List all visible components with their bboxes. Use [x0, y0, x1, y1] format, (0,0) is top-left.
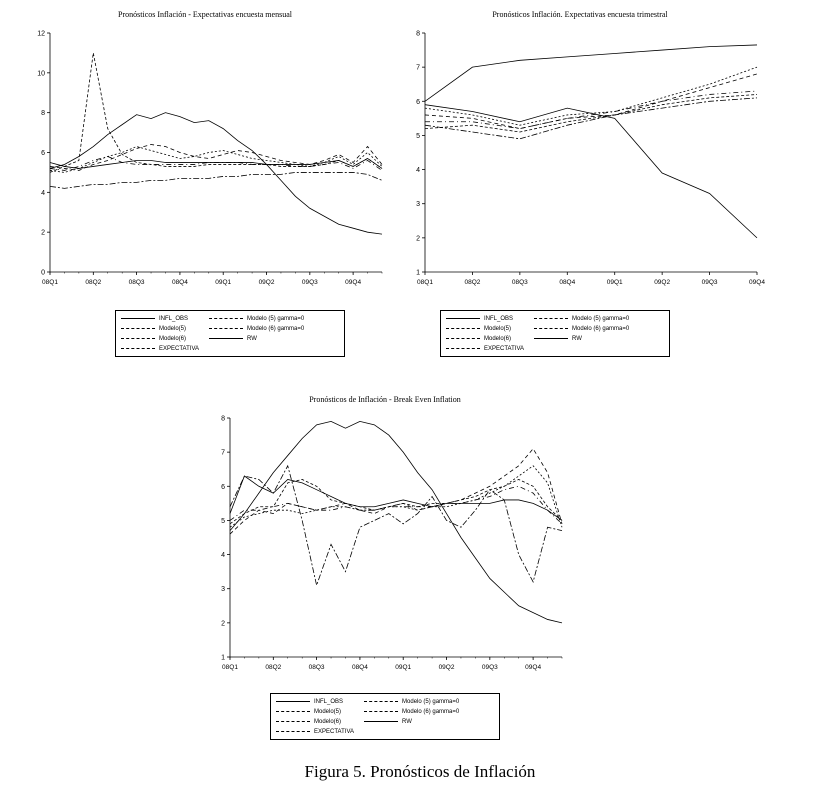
plot-area-monthly: [20, 25, 390, 300]
series-line: [425, 105, 757, 238]
legend-item: [209, 334, 304, 343]
svg-text:2: 2: [221, 620, 225, 628]
series-line: [50, 147, 382, 173]
legend-label: INFL_OBS: [484, 315, 514, 322]
legend-label: Modelo (5) gamma=0: [247, 315, 305, 322]
svg-text:08Q2: 08Q2: [265, 664, 282, 671]
legend-item: [121, 314, 199, 323]
legend-sample-dashed: [121, 348, 155, 350]
legend-sample-dashed: [446, 328, 480, 330]
legend-sample-dashed: [276, 711, 310, 713]
legend-sample-solid: [209, 338, 243, 340]
legend-label: Modelo (6) gamma=0: [402, 708, 460, 715]
svg-text:8: 8: [221, 415, 225, 423]
svg-text:08Q2: 08Q2: [85, 279, 102, 286]
legend-label: RW: [247, 335, 257, 342]
svg-text:09Q1: 09Q1: [215, 279, 232, 286]
legend-quarterly: [440, 310, 670, 357]
legend-label: Modelo(5): [484, 325, 512, 332]
legend-item: [364, 707, 459, 716]
svg-text:1: 1: [221, 654, 225, 662]
svg-text:09Q1: 09Q1: [606, 279, 623, 286]
legend-label: EXPECTATIVA: [159, 345, 200, 352]
series-line: [425, 45, 757, 101]
legend-column-1: [121, 314, 199, 353]
legend-column-1: [446, 314, 524, 353]
legend-column-2: [534, 314, 629, 353]
legend-label: EXPECTATIVA: [484, 345, 525, 352]
svg-text:09Q4: 09Q4: [749, 279, 765, 286]
legend-column-2: [364, 697, 459, 736]
plot-area-breakeven: [200, 410, 570, 685]
plot-area-quarterly: [395, 25, 765, 300]
legend-sample-dashed: [276, 721, 310, 723]
legend-column-2: [209, 314, 304, 353]
series-line: [230, 466, 562, 586]
legend-sample-dashed: [364, 711, 398, 713]
series-line: [230, 421, 562, 622]
legend-label: Modelo(5): [159, 325, 187, 332]
series-line: [425, 91, 757, 129]
svg-text:0: 0: [41, 269, 45, 277]
legend-label: Modelo(5): [314, 708, 342, 715]
series-line: [50, 53, 382, 173]
legend-label: RW: [572, 335, 582, 342]
svg-text:08Q3: 08Q3: [128, 279, 145, 286]
svg-text:09Q3: 09Q3: [301, 279, 318, 286]
legend-item: [276, 707, 354, 716]
chart-title-quarterly: Pronósticos Inflación. Expectativas encuesta trimestral: [492, 10, 668, 19]
legend-label: Modelo (5) gamma=0: [572, 315, 630, 322]
svg-text:6: 6: [41, 150, 45, 157]
legend-sample-dashed: [121, 338, 155, 340]
legend-label: EXPECTATIVA: [314, 728, 355, 735]
figure-caption: Figura 5. Pronósticos de Inflación: [304, 762, 536, 781]
legend-item: [364, 697, 459, 706]
svg-text:08Q1: 08Q1: [42, 279, 58, 286]
svg-text:3: 3: [221, 586, 225, 594]
svg-text:3: 3: [416, 201, 420, 209]
svg-text:09Q2: 09Q2: [438, 664, 455, 671]
svg-text:08Q3: 08Q3: [308, 664, 325, 671]
series-line: [50, 113, 382, 234]
legend-label: INFL_OBS: [159, 315, 189, 322]
legend-item: [446, 324, 524, 333]
svg-text:5: 5: [221, 517, 225, 525]
svg-text:1: 1: [416, 269, 420, 277]
svg-text:09Q3: 09Q3: [701, 279, 718, 286]
legend-item: [276, 727, 354, 736]
svg-text:4: 4: [41, 189, 45, 197]
svg-text:08Q4: 08Q4: [351, 664, 368, 671]
chart-panel-breakeven: [200, 395, 570, 735]
legend-item: [276, 697, 354, 706]
svg-text:10: 10: [37, 70, 45, 78]
legend-label: Modelo (6) gamma=0: [572, 325, 630, 332]
legend-sample-solid: [364, 721, 398, 723]
legend-sample-dashed: [364, 701, 398, 703]
svg-text:7: 7: [221, 449, 225, 457]
svg-text:4: 4: [221, 552, 225, 560]
svg-text:09Q3: 09Q3: [481, 664, 498, 671]
legend-sample-dashed: [209, 328, 243, 330]
legend-item: [446, 344, 524, 353]
chart-svg-monthly: [20, 25, 390, 300]
legend-monthly: [115, 310, 345, 357]
series-line: [50, 156, 382, 170]
legend-sample-dashed: [534, 328, 568, 330]
legend-item: [276, 717, 354, 726]
svg-text:08Q1: 08Q1: [222, 664, 238, 671]
legend-breakeven: [270, 693, 500, 740]
svg-text:09Q1: 09Q1: [395, 664, 412, 671]
legend-label: INFL_OBS: [314, 698, 344, 705]
legend-item: [534, 314, 629, 323]
legend-item: [446, 334, 524, 343]
svg-text:4: 4: [416, 167, 420, 175]
series-line: [50, 172, 382, 188]
series-line: [230, 449, 562, 534]
chart-panel-quarterly: [395, 10, 765, 352]
legend-item: [446, 314, 524, 323]
legend-item: [209, 324, 304, 333]
legend-sample-solid: [534, 338, 568, 340]
svg-text:6: 6: [416, 98, 420, 106]
svg-text:8: 8: [416, 30, 420, 38]
legend-sample-dashed: [276, 731, 310, 733]
svg-text:2: 2: [416, 235, 420, 243]
svg-text:08Q2: 08Q2: [464, 279, 481, 286]
legend-sample-dashed: [446, 348, 480, 350]
legend-item: [209, 314, 304, 323]
series-line: [50, 145, 382, 171]
legend-item: [534, 324, 629, 333]
legend-label: Modelo(6): [484, 335, 512, 342]
chart-panel-monthly: [20, 10, 390, 352]
svg-text:09Q4: 09Q4: [525, 664, 542, 671]
svg-text:5: 5: [416, 132, 420, 140]
legend-label: RW: [402, 718, 412, 725]
svg-text:8: 8: [41, 110, 45, 118]
legend-sample-dashed: [534, 318, 568, 320]
legend-label: Modelo (5) gamma=0: [402, 698, 460, 705]
legend-item: [121, 334, 199, 343]
legend-item: [121, 324, 199, 333]
svg-text:08Q3: 08Q3: [511, 279, 528, 286]
svg-text:08Q4: 08Q4: [171, 279, 188, 286]
legend-label: Modelo (6) gamma=0: [247, 325, 305, 332]
svg-text:09Q2: 09Q2: [654, 279, 671, 286]
legend-sample-dashed: [121, 328, 155, 330]
legend-label: Modelo(6): [314, 718, 342, 725]
svg-text:08Q4: 08Q4: [559, 279, 576, 286]
legend-item: [121, 344, 199, 353]
legend-item: [364, 717, 459, 726]
legend-sample-dashed: [209, 318, 243, 320]
svg-text:7: 7: [416, 64, 420, 72]
svg-text:12: 12: [37, 30, 45, 38]
svg-text:08Q1: 08Q1: [417, 279, 433, 286]
chart-title-monthly: Pronósticos Inflación - Expectativas encuesta mensual: [118, 10, 292, 19]
chart-title-breakeven: Pronósticos de Inflación - Break Even Inflation: [309, 395, 461, 404]
legend-sample-solid: [446, 318, 480, 320]
legend-item: [534, 334, 629, 343]
series-line: [230, 476, 562, 520]
legend-sample-solid: [276, 701, 310, 703]
chart-svg-breakeven: [200, 410, 570, 685]
legend-column-1: [276, 697, 354, 736]
chart-svg-quarterly: [395, 25, 765, 300]
legend-sample-solid: [121, 318, 155, 320]
svg-text:09Q2: 09Q2: [258, 279, 275, 286]
legend-sample-dashed: [446, 338, 480, 340]
svg-text:09Q4: 09Q4: [345, 279, 362, 286]
svg-text:2: 2: [41, 229, 45, 237]
svg-text:6: 6: [221, 483, 225, 491]
legend-label: Modelo(6): [159, 335, 187, 342]
